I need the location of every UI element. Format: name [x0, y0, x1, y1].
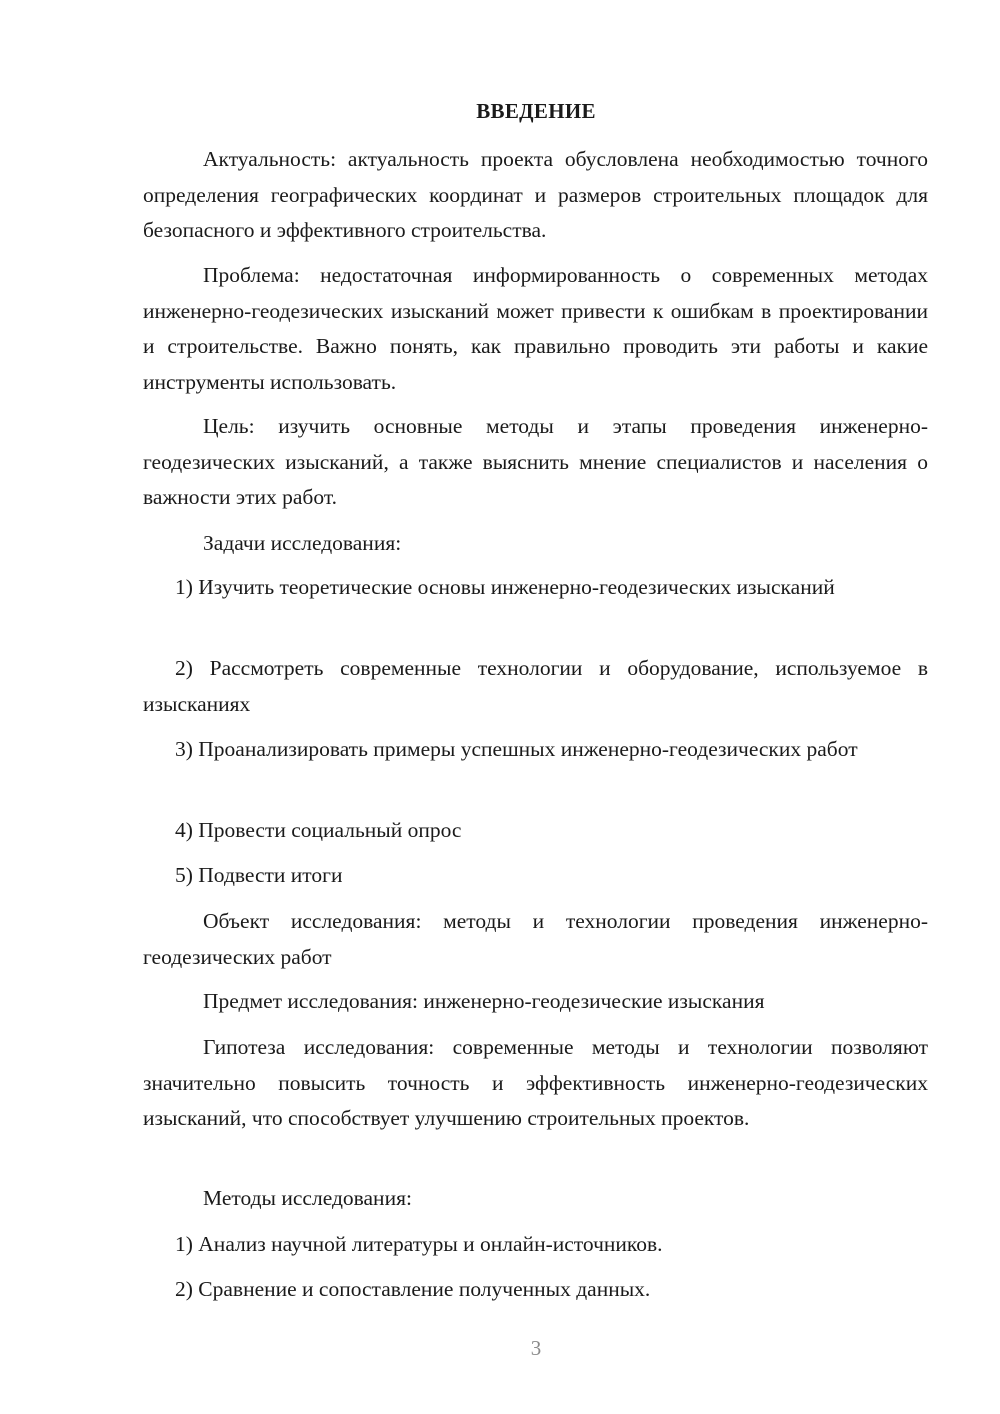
task-item-3: 3) Проанализировать примеры успешных инженерно-геодезических работ — [175, 737, 858, 761]
page-title: ВВЕДЕНИЕ — [476, 99, 596, 123]
task-item-1: 1) Изучить теоретические основы инженерно-геодезических изысканий — [175, 575, 835, 599]
methods-heading: Методы исследования: — [203, 1186, 412, 1210]
page-number: 3 — [530, 1336, 542, 1360]
hypothesis-paragraph: Гипотеза исследования: современные методы и технологии позволяют значительно повысить точность и эффективность инженерно-геодезических изысканий, что способствует улучшению строительных проектов. — [143, 1035, 928, 1130]
method-item-1: 1) Анализ научной литературы и онлайн-источников. — [175, 1232, 663, 1256]
relevance-paragraph: Актуальность: актуальность проекта обусловлена необходимостью точного определения географических координат и размеров строительных площадок для безопасного и эффективного строительства. — [143, 147, 928, 242]
problem-paragraph: Проблема: недостаточная информированность о современных методах инженерно-геодезических изысканий может привести к ошибкам в проектировании и строительстве. Важно понять, как правильно проводить эти работы и какие инструменты использовать. — [143, 263, 928, 394]
object-paragraph: Объект исследования: методы и технологии проведения инженерно-геодезических работ — [143, 909, 928, 969]
goal-paragraph: Цель: изучить основные методы и этапы проведения инженерно-геодезических изысканий, а также выяснить мнение специалистов и населения о важности этих работ. — [143, 414, 928, 509]
task-item-4: 4) Провести социальный опрос — [175, 818, 462, 842]
task-item-5: 5) Подвести итоги — [175, 863, 343, 887]
tasks-heading: Задачи исследования: — [203, 531, 402, 555]
subject-paragraph: Предмет исследования: инженерно-геодезические изыскания — [203, 989, 765, 1013]
method-item-2: 2) Сравнение и сопоставление полученных данных. — [175, 1277, 651, 1301]
task-item-2: 2) Рассмотреть современные технологии и оборудование, используемое в изысканиях — [143, 656, 928, 716]
